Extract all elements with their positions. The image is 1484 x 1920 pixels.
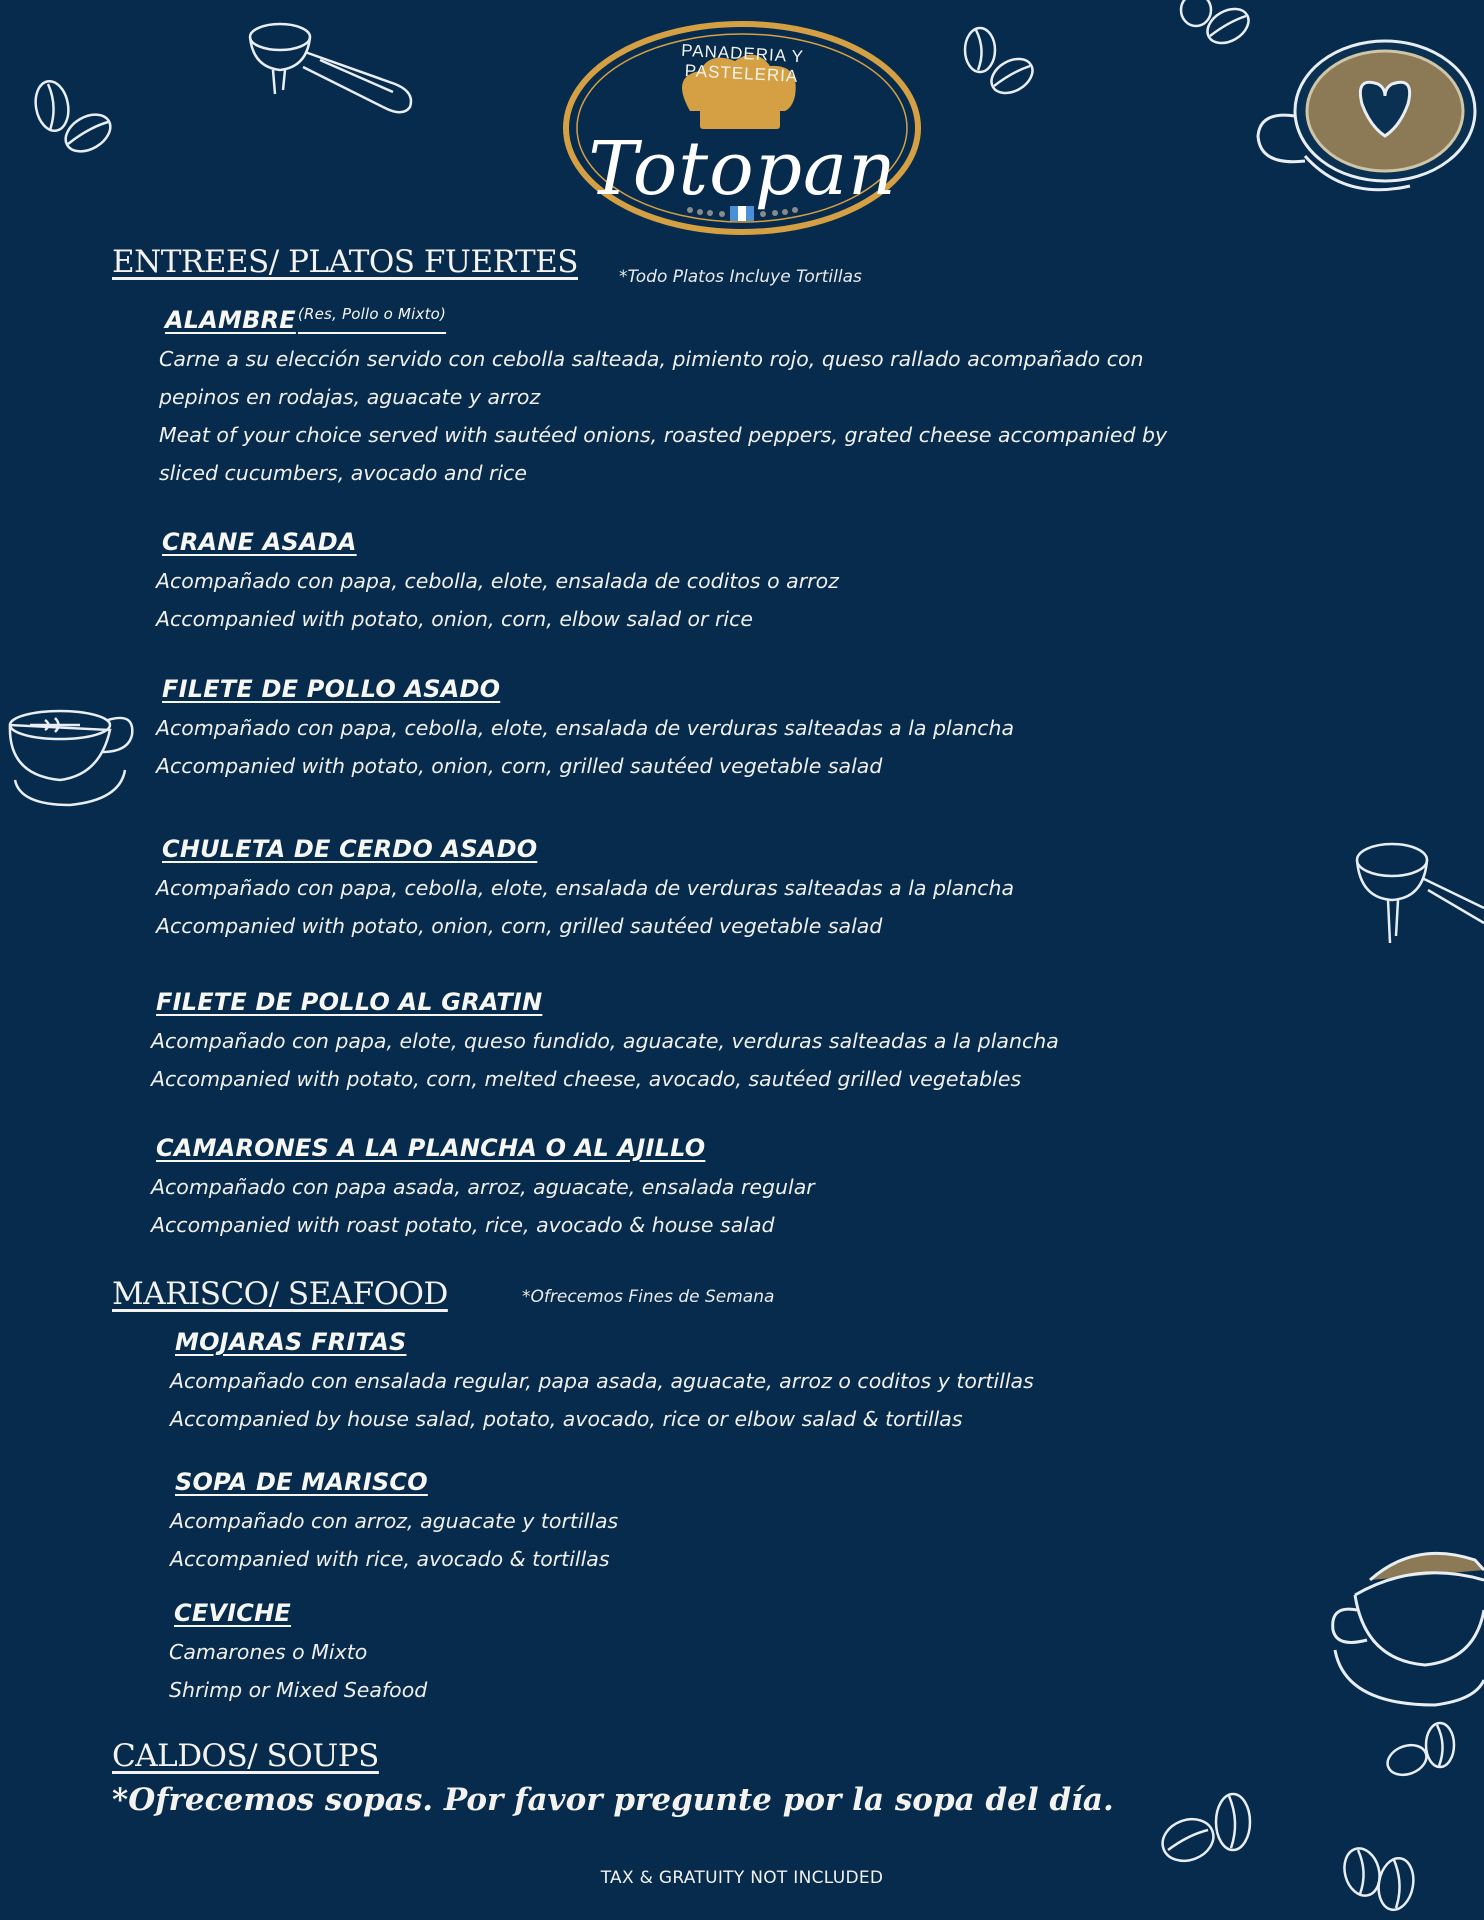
section-heading-seafood: MARISCO/ SEAFOOD bbox=[112, 1276, 448, 1312]
description-line: pepinos en rodajas, aguacate y arroz bbox=[159, 385, 541, 409]
description-line: Camarones o Mixto bbox=[169, 1640, 368, 1664]
description-line: Acompañado con arroz, aguacate y tortillas bbox=[170, 1509, 619, 1533]
menu-item-title bbox=[165, 305, 446, 334]
description-line: Accompanied with potato, onion, corn, grilled sautéed vegetable salad bbox=[156, 754, 883, 778]
footer-note: TAX & GRATUITY NOT INCLUDED bbox=[600, 1868, 884, 1888]
entrees-note: *Todo Platos Incluye Tortillas bbox=[619, 267, 862, 287]
description-line: Accompanied with rice, avocado & tortillas bbox=[170, 1547, 610, 1571]
menu-item-description bbox=[156, 869, 1014, 945]
menu-item-title bbox=[156, 988, 542, 1016]
coffee-beans-icon bbox=[1385, 1720, 1460, 1785]
menu-item-name: CRANE ASADA bbox=[162, 528, 357, 556]
coffee-beans-icon bbox=[1178, 0, 1258, 55]
menu-item-name: MOJARAS FRITAS bbox=[175, 1328, 407, 1356]
menu-item-title bbox=[175, 1468, 428, 1496]
section-heading-soups: CALDOS/ SOUPS bbox=[112, 1738, 379, 1774]
menu-item-name: ALAMBRE bbox=[165, 306, 296, 334]
description-line: Accompanied with roast potato, rice, avocado & house salad bbox=[151, 1213, 775, 1237]
menu-item-description bbox=[170, 1502, 618, 1578]
menu-item-name: SOPA DE MARISCO bbox=[175, 1468, 428, 1496]
menu-item-title bbox=[162, 528, 357, 556]
description-line: Shrimp or Mixed Seafood bbox=[169, 1678, 428, 1702]
menu-item-name: CAMARONES A LA PLANCHA O AL AJILLO bbox=[156, 1134, 706, 1162]
portafilter-icon bbox=[1350, 838, 1484, 950]
description-line: Carne a su elección servido con cebolla salteada, pimiento rojo, queso rallado acompañado con bbox=[159, 347, 1144, 371]
menu-item-description bbox=[156, 562, 839, 638]
menu-item-description bbox=[169, 1633, 427, 1709]
description-line: Meat of your choice served with sautéed onions, roasted peppers, grated cheese accompanied by bbox=[159, 423, 1168, 447]
soups-text: *Ofrecemos sopas. Por favor pregunte por la sopa del día. bbox=[112, 1782, 1114, 1818]
cappuccino-cup-icon bbox=[1325, 1540, 1484, 1715]
menu-item-subtitle: (Res, Pollo o Mixto) bbox=[297, 305, 447, 323]
menu-item-name: CHULETA DE CERDO ASADO bbox=[162, 835, 538, 863]
portafilter-icon bbox=[245, 12, 420, 122]
menu-item-title bbox=[162, 675, 500, 703]
logo-brand: Totopan bbox=[588, 126, 897, 212]
coffee-cup-icon bbox=[0, 690, 140, 810]
logo bbox=[560, 16, 925, 241]
coffee-beans-icon bbox=[30, 78, 120, 163]
description-line: Acompañado con ensalada regular, papa asada, aguacate, arroz o coditos y tortillas bbox=[170, 1369, 1034, 1393]
menu-item-name: FILETE DE POLLO AL GRATIN bbox=[156, 988, 543, 1016]
description-line: Accompanied with potato, onion, corn, elbow salad or rice bbox=[156, 607, 753, 631]
menu-item-title bbox=[175, 1328, 406, 1356]
menu-item-title bbox=[162, 835, 537, 863]
description-line: Acompañado con papa, elote, queso fundido, aguacate, verduras salteadas a la plancha bbox=[151, 1029, 1059, 1053]
description-line: Acompañado con papa, cebolla, elote, ensalada de verduras salteadas a la plancha bbox=[156, 876, 1015, 900]
logo-arc-text: PANADERIA Y PASTELERIA bbox=[680, 40, 805, 86]
description-line: Acompañado con papa, cebolla, elote, ensalada de coditos o arroz bbox=[156, 569, 839, 593]
menu-item-description bbox=[159, 340, 1167, 492]
section-heading-entrees: ENTREES/ PLATOS FUERTES bbox=[112, 244, 578, 280]
description-line: Accompanied by house salad, potato, avocado, rice or elbow salad & tortillas bbox=[170, 1407, 963, 1431]
menu-item-description bbox=[156, 709, 1014, 785]
description-line: Accompanied with potato, onion, corn, grilled sautéed vegetable salad bbox=[156, 914, 883, 938]
description-line: Accompanied with potato, corn, melted cheese, avocado, sautéed grilled vegetables bbox=[151, 1067, 1022, 1091]
menu-item-name: FILETE DE POLLO ASADO bbox=[162, 675, 501, 703]
latte-art-cup-icon bbox=[1250, 36, 1484, 211]
menu-item-description bbox=[151, 1168, 815, 1244]
description-line: Acompañado con papa asada, arroz, aguacate, ensalada regular bbox=[151, 1175, 815, 1199]
menu-item-title bbox=[174, 1599, 291, 1627]
coffee-beans-icon bbox=[1160, 1790, 1260, 1870]
coffee-beans-icon bbox=[960, 22, 1040, 102]
menu-item-title bbox=[156, 1134, 705, 1162]
description-line: sliced cucumbers, avocado and rice bbox=[159, 461, 527, 485]
seafood-note: *Ofrecemos Fines de Semana bbox=[522, 1287, 775, 1307]
menu-item-description bbox=[170, 1362, 1034, 1438]
menu-item-description bbox=[151, 1022, 1059, 1098]
description-line: Acompañado con papa, cebolla, elote, ensalada de verduras salteadas a la plancha bbox=[156, 716, 1015, 740]
menu-item-name: CEVICHE bbox=[174, 1599, 292, 1627]
